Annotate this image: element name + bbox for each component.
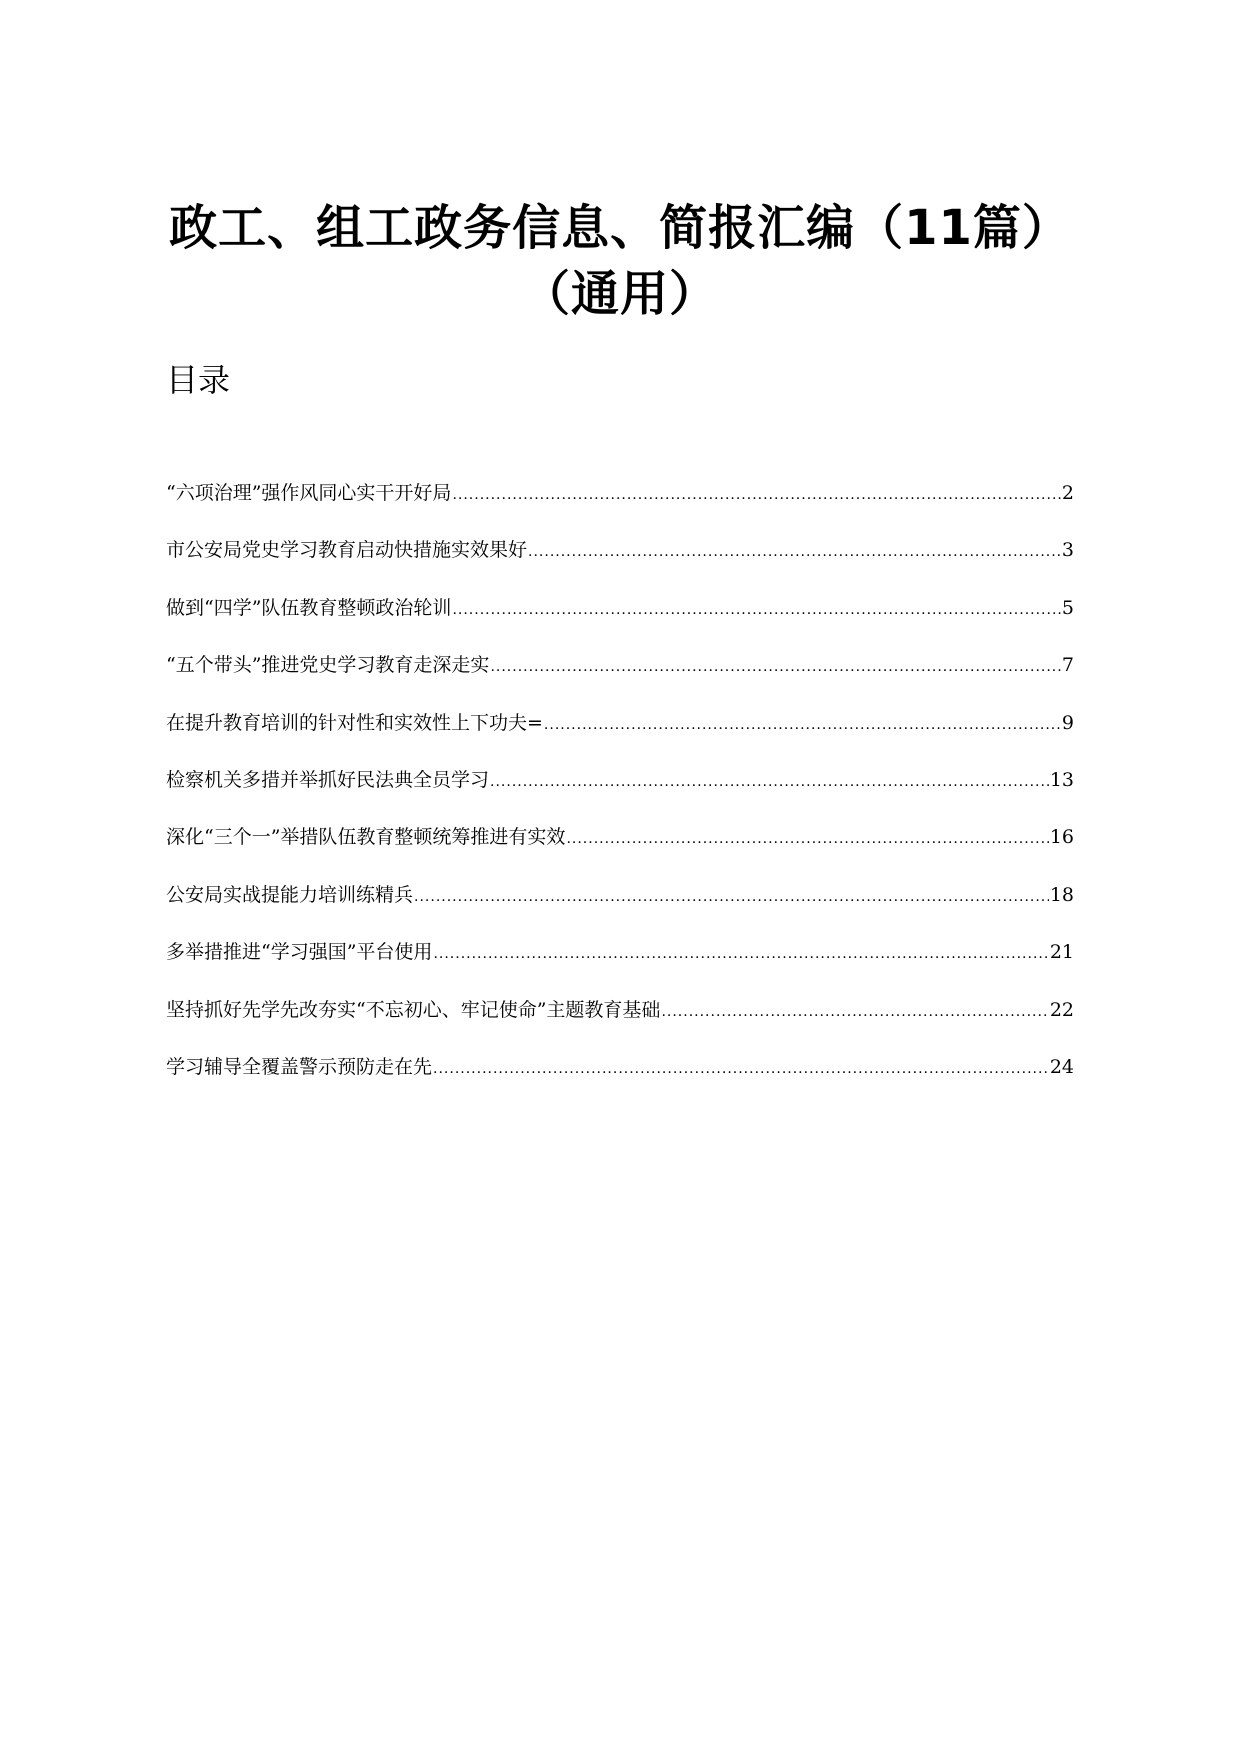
toc-entry[interactable] xyxy=(166,478,1074,535)
toc-entry-page: 2 xyxy=(1061,482,1074,504)
toc-entry-page: 24 xyxy=(1049,1055,1074,1078)
toc-entry-page: 9 xyxy=(1061,711,1074,734)
toc-dot-leader xyxy=(544,710,1061,740)
toc-entry[interactable] xyxy=(166,880,1074,937)
toc-dot-leader xyxy=(566,824,1048,854)
toc-dot-leader xyxy=(452,480,1060,510)
toc-entry[interactable] xyxy=(166,593,1074,650)
toc-heading: 目录 xyxy=(166,361,231,399)
toc-dot-leader xyxy=(433,939,1048,969)
toc-dot-leader xyxy=(452,595,1060,625)
toc-entry[interactable] xyxy=(166,822,1074,879)
toc-entry-page: 22 xyxy=(1049,998,1074,1021)
toc-dot-leader xyxy=(414,882,1049,912)
toc-entry[interactable] xyxy=(166,708,1074,765)
toc-entry[interactable] xyxy=(166,765,1074,822)
toc-entry[interactable] xyxy=(166,535,1074,592)
toc-entry-title: 多举措推进“学习强国”平台使用 xyxy=(166,941,433,964)
toc-entry-title: “五个带头”推进党史学习教育走深走实 xyxy=(166,654,490,677)
toc-entry-page: 18 xyxy=(1049,883,1074,906)
toc-entry-title: 深化“三个一”举措队伍教育整顿统筹推进有实效 xyxy=(166,826,566,849)
document-title: 政工、组工政务信息、简报汇编（11篇） xyxy=(169,200,1071,256)
toc-entry-title: “六项治理”强作风同心实干开好局 xyxy=(166,482,452,504)
toc-entry-title: 做到“四学”队伍教育整顿政治轮训 xyxy=(166,596,452,619)
toc-entry-page: 16 xyxy=(1049,826,1074,849)
toc-entry-title: 公安局实战提能力培训练精兵 xyxy=(166,883,414,906)
toc-entry-page: 13 xyxy=(1049,768,1074,791)
table-of-contents xyxy=(166,478,1074,1109)
toc-entry-title: 在提升教育培训的针对性和实效性上下功夫= xyxy=(166,711,543,734)
toc-entry-page: 5 xyxy=(1061,596,1074,619)
toc-entry-page: 3 xyxy=(1061,539,1074,562)
document-title-subtitle: （通用） xyxy=(521,266,718,322)
toc-entry-page: 7 xyxy=(1061,654,1074,677)
toc-entry-page: 21 xyxy=(1049,941,1074,964)
toc-dot-leader xyxy=(528,537,1061,567)
toc-entry-title: 市公安局党史学习教育启动快措施实效果好 xyxy=(166,539,528,562)
toc-entry[interactable] xyxy=(166,1052,1074,1109)
toc-entry[interactable] xyxy=(166,995,1074,1052)
toc-dot-leader xyxy=(433,1054,1049,1084)
toc-dot-leader xyxy=(490,652,1060,682)
toc-entry-title: 坚持抓好先学先改夯实“不忘初心、牢记使命”主题教育基础 xyxy=(166,998,661,1021)
toc-entry-title: 学习辅导全覆盖警示预防走在先 xyxy=(166,1055,433,1078)
toc-entry[interactable] xyxy=(166,937,1074,994)
toc-dot-leader xyxy=(661,997,1048,1027)
toc-entry[interactable] xyxy=(166,650,1074,707)
toc-dot-leader xyxy=(490,767,1049,797)
toc-entry-title: 检察机关多措并举抓好民法典全员学习 xyxy=(166,768,490,791)
